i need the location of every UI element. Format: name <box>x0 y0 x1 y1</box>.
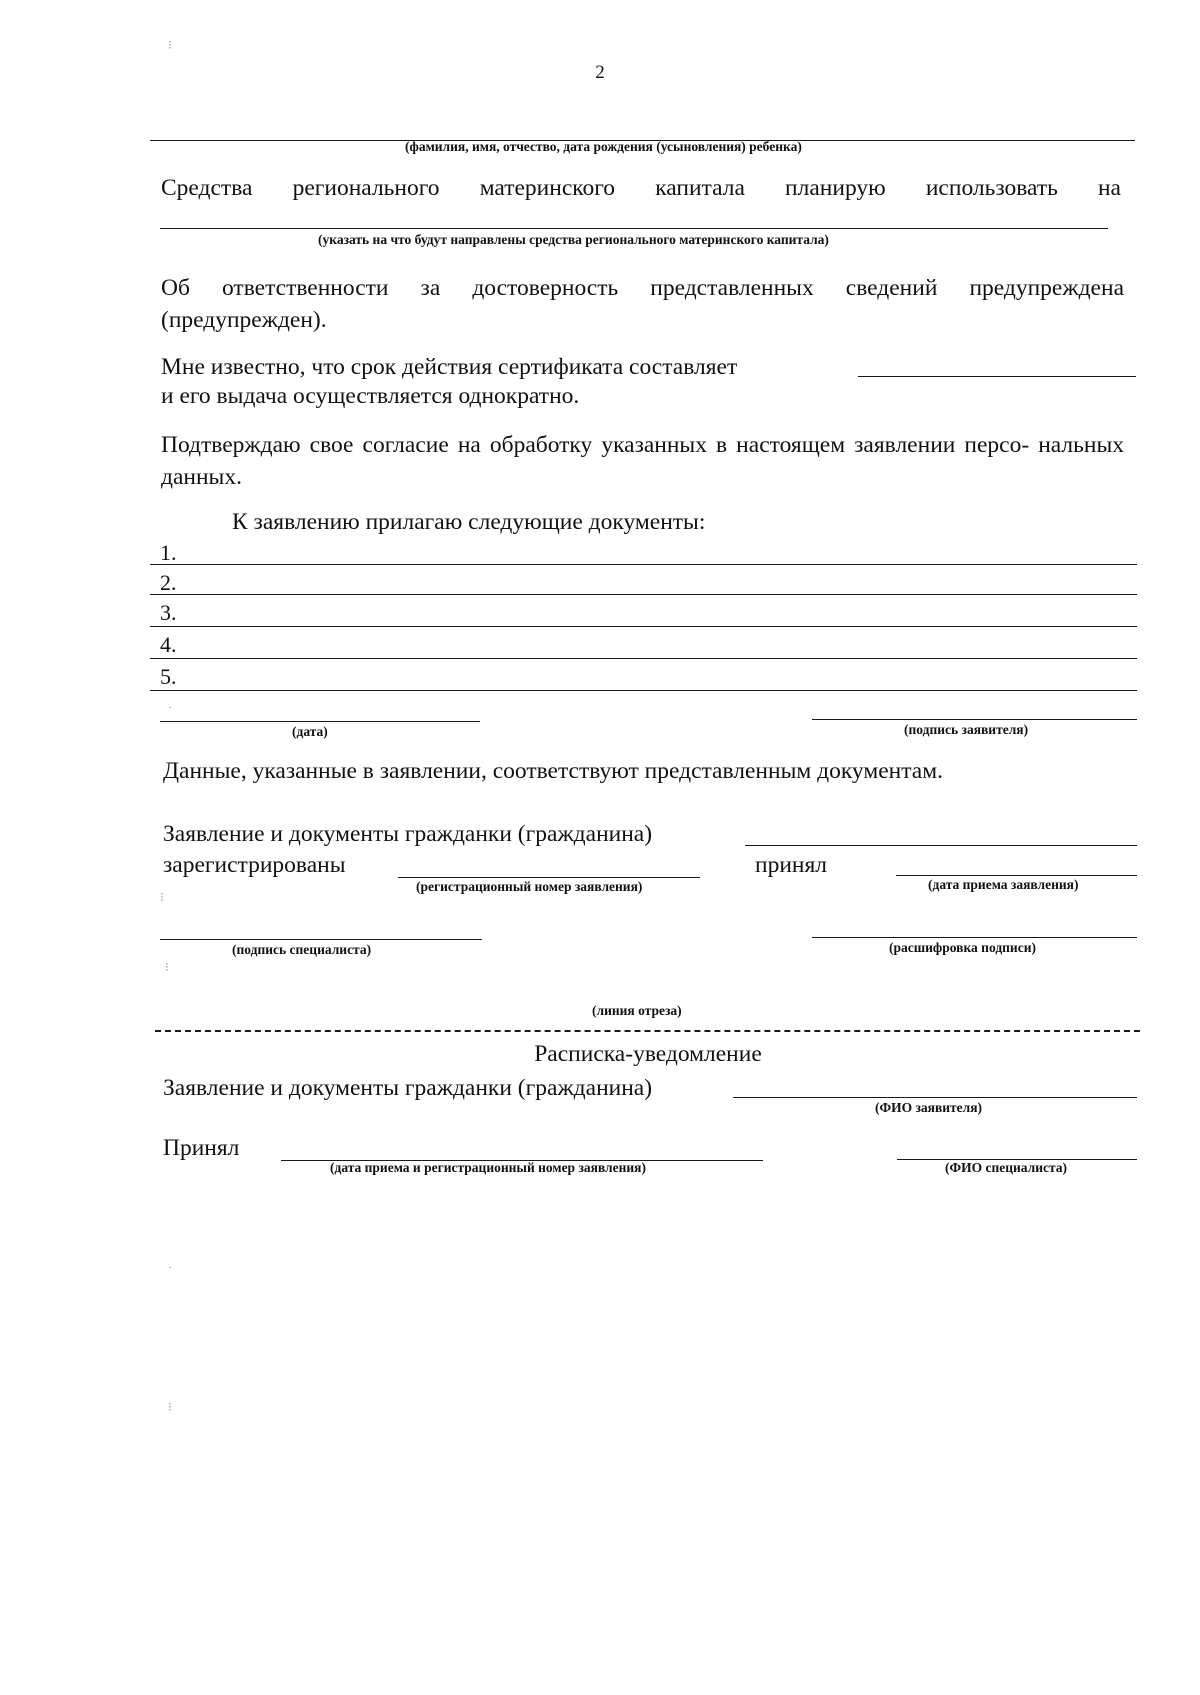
accept-date-line <box>896 875 1137 876</box>
scan-speck: ⁝ <box>168 38 172 52</box>
receipt-title: Расписка-уведомление <box>534 1041 762 1067</box>
scan-speck: ⁝ <box>165 960 169 974</box>
receipt-specialist-caption: (ФИО специалиста) <box>945 1160 1068 1175</box>
attachment-line <box>150 594 1137 595</box>
data-match-text: Данные, указанные в заявлении, соответствуют представленным документам. <box>163 758 943 784</box>
page-number: 2 <box>595 62 605 83</box>
cut-line-caption: (линия отреза) <box>592 1003 682 1018</box>
applicant-signature-line <box>812 719 1137 720</box>
funds-purpose-caption: (указать на что будут направлены средства регионального материнского капитала) <box>318 232 829 247</box>
certificate-once-text: и его выдача осуществляется однократно. <box>161 383 580 409</box>
attachment-number: 4. <box>160 632 177 657</box>
scan-speck: ⁝ <box>168 1400 172 1414</box>
attachments-heading: К заявлению прилагаю следующие документы: <box>232 509 706 535</box>
accept-date-caption: (дата приема заявления) <box>928 877 1079 892</box>
attachment-number: 1. <box>160 540 177 565</box>
scan-speck: · <box>168 700 172 714</box>
attachment-line <box>150 564 1137 565</box>
specialist-signature-line <box>160 939 482 940</box>
receipt-accepted-label: Принял <box>163 1135 240 1161</box>
accepted-label: принял <box>755 852 828 878</box>
signature-decode-line <box>812 937 1137 938</box>
attachment-line <box>150 658 1137 659</box>
reg-number-line <box>398 877 700 878</box>
attachment-number: 5. <box>160 664 177 689</box>
specialist-signature-caption: (подпись специалиста) <box>232 942 372 957</box>
receipt-applicant-caption: (ФИО заявителя) <box>875 1100 983 1115</box>
receipt-line1: Заявление и документы гражданки (гражданина) <box>163 1075 653 1101</box>
attachment-number: 2. <box>160 570 177 595</box>
signature-decode-caption: (расшифровка подписи) <box>889 940 1036 955</box>
scan-speck: · <box>168 1260 172 1274</box>
attachment-line <box>150 690 1137 691</box>
receipt-applicant-line <box>733 1097 1137 1098</box>
registration-line1: Заявление и документы гражданки (гражданина) <box>163 821 653 847</box>
attachment-number: 3. <box>160 600 177 625</box>
funds-sentence: Средства регионального материнского капитала планирую использовать на <box>161 175 1121 201</box>
date-line <box>160 721 480 722</box>
applicant-signature-caption: (подпись заявителя) <box>904 722 1029 737</box>
responsibility-text: Об ответственности за достоверность представленных сведений предупреждена (предупрежден). <box>161 275 1124 333</box>
consent-text: Подтверждаю свое согласие на обработку указанных в настоящем заявлении персо- нальных данных. <box>161 432 1124 490</box>
cut-line <box>155 1030 1140 1032</box>
date-caption: (дата) <box>292 724 328 739</box>
child-info-caption: (фамилия, имя, отчество, дата рождения (усыновления) ребенка) <box>405 139 802 154</box>
registration-applicant-line <box>745 845 1137 846</box>
certificate-term-text: Мне известно, что срок действия сертификата составляет <box>161 354 738 380</box>
funds-purpose-line <box>160 228 1108 229</box>
scan-speck: ⁝ <box>160 890 164 904</box>
attachment-line <box>150 626 1137 627</box>
registration-line2: зарегистрированы <box>163 852 346 878</box>
receipt-date-number-caption: (дата приема и регистрационный номер заявления) <box>330 1160 646 1175</box>
reg-number-caption: (регистрационный номер заявления) <box>416 879 643 894</box>
certificate-term-line <box>858 376 1136 377</box>
